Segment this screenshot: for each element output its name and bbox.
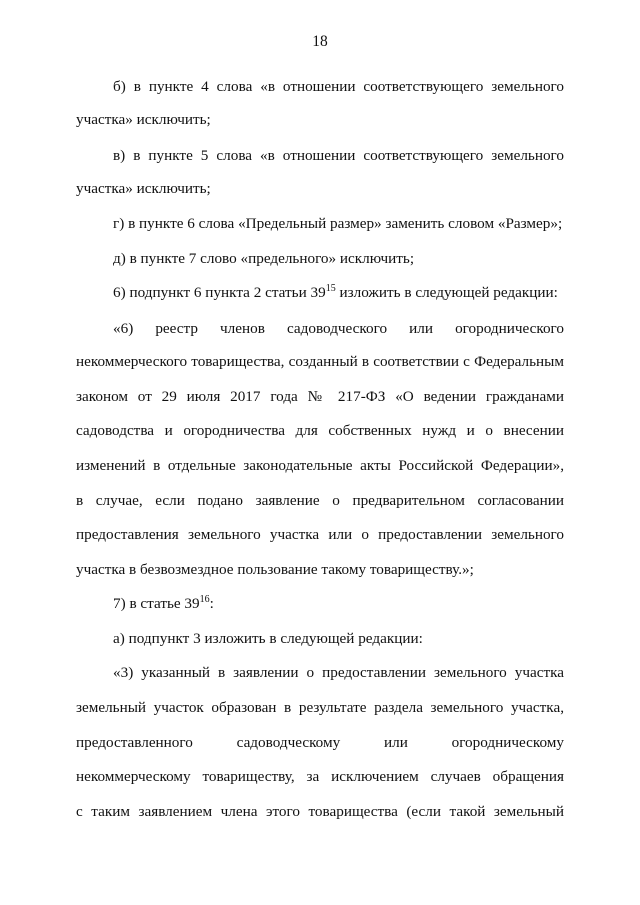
superscript: 15 [325,283,336,294]
paragraph-line: предоставления земельного участка или о предоставлении земельного [76,526,564,543]
line-text: 6) подпункт 6 пункта 2 статьи 39 [113,284,326,301]
paragraph-line: некоммерческому товариществу, за исключением случаев обращения [76,768,564,785]
paragraph-line: г) в пункте 6 слова «Предельный размер» заменить словом «Размер»; [113,215,563,232]
paragraph-line: изменений в отдельные законодательные акты Российской Федерации», [76,457,564,474]
paragraph-line [113,594,564,614]
paragraph-line: в случае, если подано заявление о предварительном согласовании [76,492,564,509]
paragraph-line: участка» исключить; [76,111,211,128]
line-text: 7) в статье 39 [113,595,200,612]
paragraph-line: «3) указанный в заявлении о предоставлении земельного участка [113,664,564,681]
paragraph-line: земельный участок образован в результате раздела земельного участка, [76,699,564,716]
superscript: 16 [199,594,210,605]
paragraph-line: предоставленного садоводческому или огородническому [76,734,564,751]
paragraph-line: а) подпункт 3 изложить в следующей редакции: [113,630,423,647]
paragraph-line: «6) реестр членов садоводческого или огороднического [113,320,564,337]
paragraph-line: с таким заявлением члена этого товарищества (если такой земельный [76,803,564,820]
line-text: : [209,595,214,612]
paragraph-line: некоммерческого товарищества, созданный в соответствии с Федеральным [76,353,564,370]
paragraph-line: законом от 29 июля 2017 года № 217-ФЗ «О ведении гражданами [76,388,564,405]
paragraph-line: д) в пункте 7 слово «предельного» исключить; [113,250,415,267]
paragraph-line: участка в безвозмездное пользование такому товариществу.»; [76,561,474,578]
paragraph-line: садоводства и огородничества для собственных нужд и о внесении [76,422,564,439]
paragraph-line: б) в пункте 4 слова «в отношении соответствующего земельного [113,78,564,95]
paragraph-line [113,283,564,303]
paragraph-line: в) в пункте 5 слова «в отношении соответствующего земельного [113,147,564,164]
paragraph-line: участка» исключить; [76,180,211,197]
line-text: изложить в следующей редакции: [335,284,558,301]
page-number: 18 [312,33,328,50]
